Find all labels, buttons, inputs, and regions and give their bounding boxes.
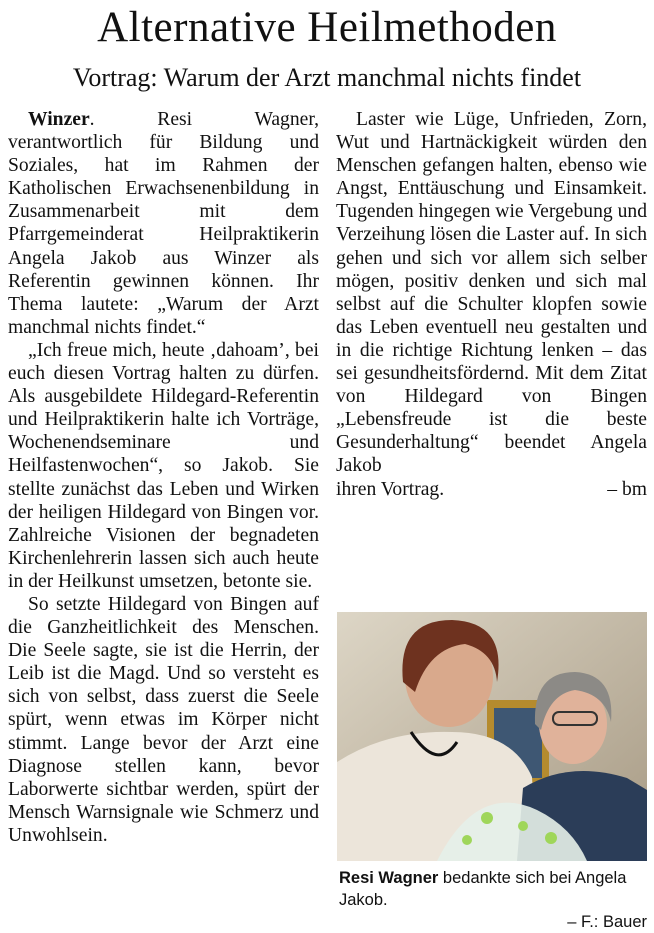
article-last-line bbox=[336, 478, 647, 501]
paragraph-1-text: . Resi Wagner, verantwortlich für Bildung und Soziales, hat im Rahmen der Katholischen Erwachsenenbildung in Zusammenarbeit mit dem Pfarrgemeinderat Heilpraktikerin Angela Jakob aus Winzer als Referentin gewinnen können. Ihr Thema lautete: „Warum der Arzt manchmal nichts findet.“ bbox=[8, 109, 319, 338]
photo-caption bbox=[339, 867, 647, 933]
article-column-right bbox=[336, 108, 647, 501]
photo-two-women-icon bbox=[337, 612, 647, 861]
caption-credit-line bbox=[339, 911, 647, 933]
last-line-text: ihren Vortrag. bbox=[336, 478, 445, 500]
article-paragraph-2: „Ich freue mich, heute ‚dahoam’, bei euch diesen Vortrag halten zu dürfen. Als ausgebildete Hildegard-Referentin und Heilpraktikerin halte ich Vorträge, Wochenendseminare und Heilfastenwochen“, so Jakob. Sie stellte zunächst das Leben und Wirken der heiligen Hildegard von Bingen vor. Zahlreiche Visionen der begnadeten Kirchenlehrerin lassen sich auch heute in der Heilkunst umsetzen, betonte sie. bbox=[8, 339, 319, 592]
subheadline: Vortrag: Warum der Arzt manchmal nichts findet bbox=[72, 63, 582, 92]
photo-credit: – F.: Bauer bbox=[567, 913, 647, 931]
article-paragraph-1 bbox=[8, 108, 319, 339]
author-signature: – bm bbox=[607, 478, 647, 500]
caption-description: bedankte sich bei Angela Jakob. bbox=[339, 869, 627, 909]
article-column-left bbox=[8, 108, 319, 847]
headline: Alternative Heilmethoden bbox=[97, 4, 557, 51]
caption-text bbox=[339, 867, 647, 911]
caption-name: Resi Wagner bbox=[339, 869, 439, 887]
article-paragraph-3: So setzte Hildegard von Bingen auf die Ganzheitlichkeit des Menschen. Die Seele sagte, sie ist die Herrin, der Leib ist die Magd. Und so versteht es sich von selbst, dass zuerst die Seele spürt, wenn etwas im Körper nicht stimmt. Lange bevor der Arzt eine Diagnose stellen kann, bevor Laborwerte sichtbar werden, spürt der Mensch Warnsignale wie Schmerz und Unwohlsein. bbox=[8, 593, 319, 846]
dateline: Winzer bbox=[28, 109, 90, 130]
article-photo bbox=[337, 612, 647, 861]
article-paragraph-4: Laster wie Lüge, Unfrieden, Zorn, Wut und Hartnäckigkeit würden den Menschen gefangen halten, ebenso wie Angst, Enttäuschung und Einsamkeit. Tugenden hingegen wie Vergebung und Verzeihung lösen die Laster auf. In sich gehen und sich vor allem sich selber mögen, positiv denken und sich mal selbst auf die Schulter klopfen sowie das Leben eventuell neu gestalten und in die richtige Richtung lenken – das sei gesundheitsfördernd. Mit dem Zitat von Hildegard von Bingen „Lebensfreude ist die beste Gesunderhaltung“ beendet Angela Jakob bbox=[336, 109, 647, 477]
